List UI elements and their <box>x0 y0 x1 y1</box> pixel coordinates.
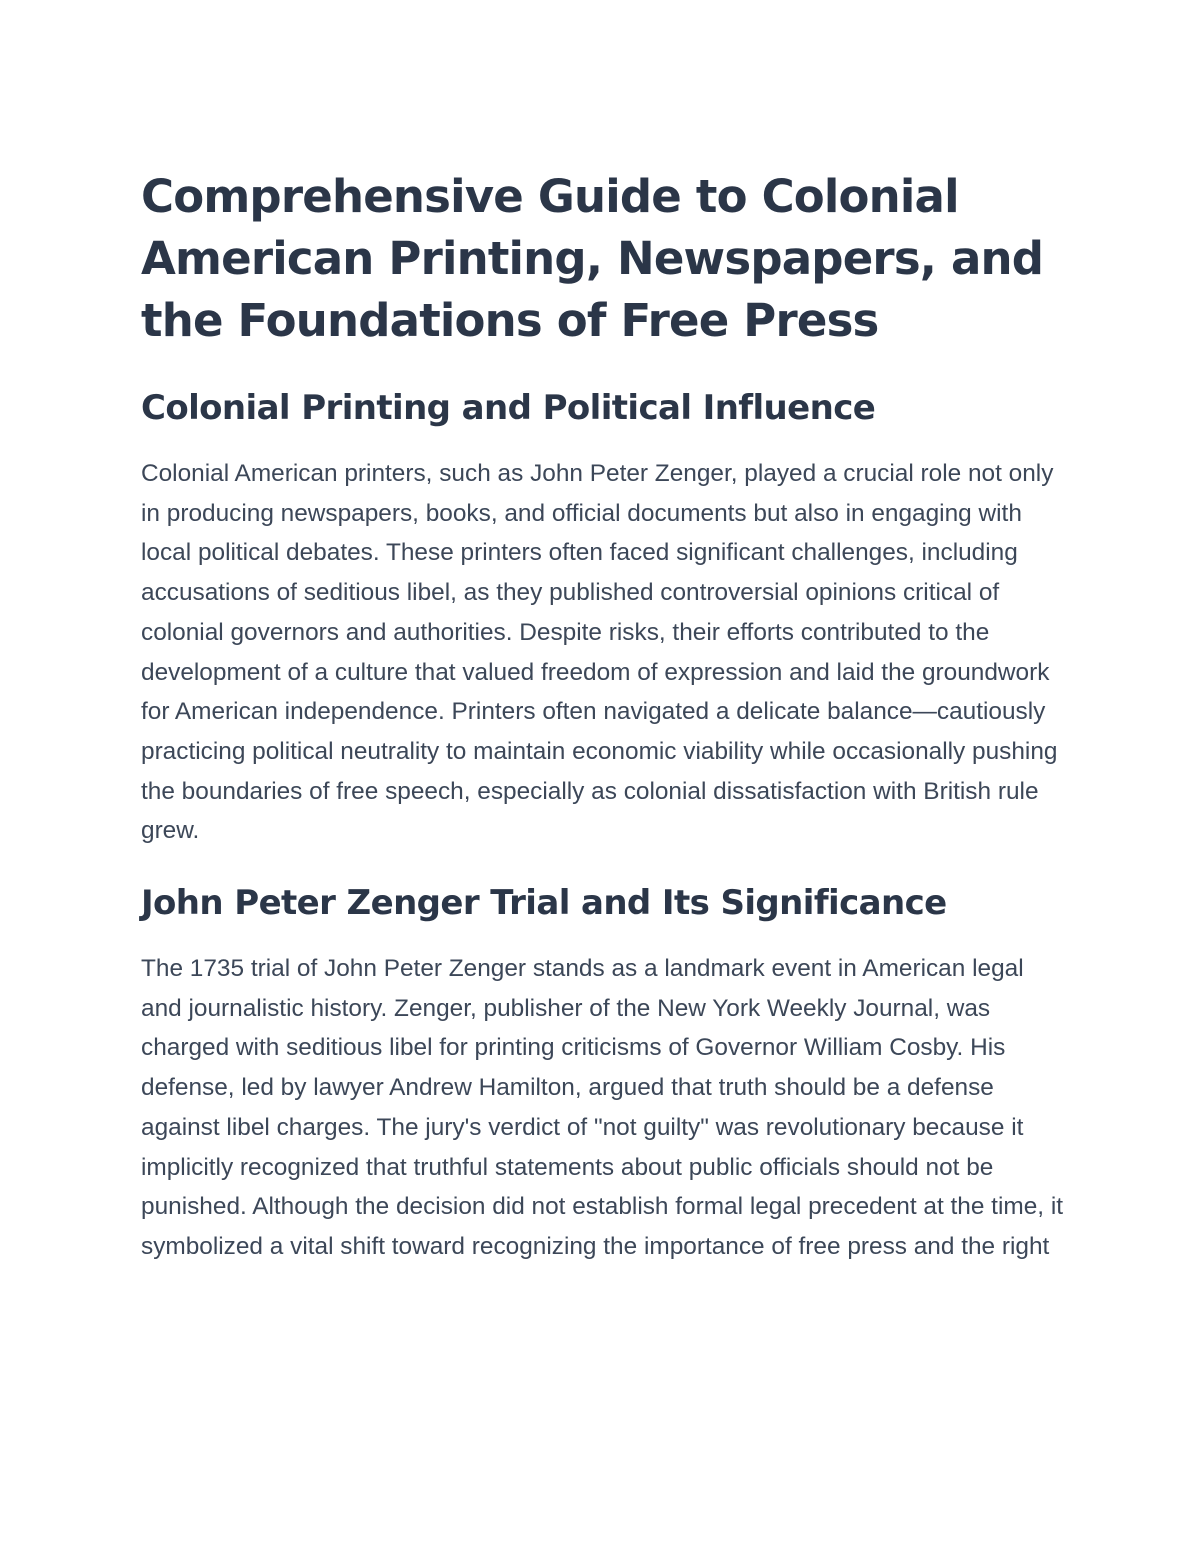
section-heading-colonial-printing: Colonial Printing and Political Influence <box>141 388 876 428</box>
document-content <box>141 166 1071 1267</box>
section-paragraph-zenger-trial: The 1735 trial of John Peter Zenger stands as a landmark event in American legal and journalistic history. Zenger, publisher of the New York Weekly Journal, was charged with seditious libel for printing criticisms of Governor William Cosby. His defense, led by lawyer Andrew Hamilton, argued that truth should be a defense against libel charges. The jury's verdict of "not guilty" was revolutionary because it implicitly recognized that truthful statements about public officials should not be punished. Although the decision did not establish formal legal precedent at the time, it symbolized a vital shift toward recognizing the importance of free press and the right <box>141 955 1064 1260</box>
section-paragraph-colonial-printing: Colonial American printers, such as John Peter Zenger, played a crucial role not only in producing newspapers, books, and official documents but also in engaging with local political debates. These printers often faced significant challenges, including accusations of seditious libel, as they published controversial opinions critical of colonial governors and authorities. Despite risks, their efforts contributed to the development of a culture that valued freedom of expression and laid the groundwork for American independence. Printers often navigated a delicate balance—cautiously practicing political neutrality to maintain economic viability while occasionally pushing the boundaries of free speech, especially as colonial dissatisfaction with British rule grew. <box>141 460 1058 845</box>
section-heading-zenger-trial: John Peter Zenger Trial and Its Significance <box>141 883 947 924</box>
document-title: Comprehensive Guide to Colonial American Printing, Newspapers, and the Foundations of Free Press <box>141 170 1044 347</box>
